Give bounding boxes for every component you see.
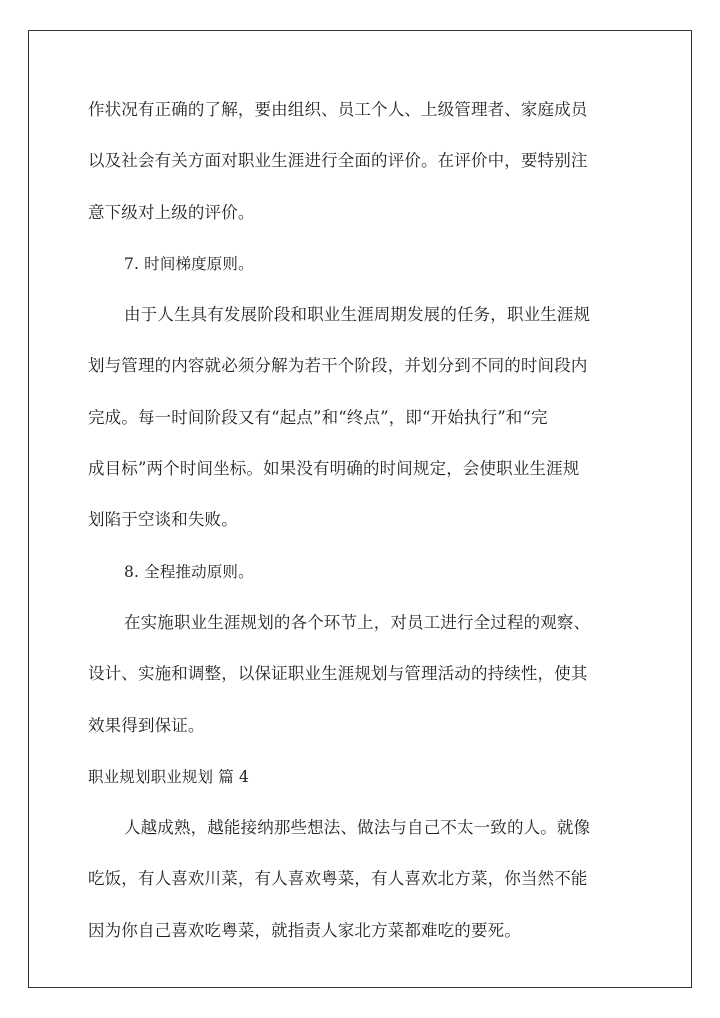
text-line: 在实施职业生涯规划的各个环节上，对员工进行全过程的观察、 [124, 612, 591, 632]
section-title: 职业规划职业规划 篇 4 [88, 767, 250, 786]
paragraph-whole-process [88, 607, 636, 761]
text-line: 由于人生具有发展阶段和职业生涯周期发展的任务，职业生涯规 [124, 305, 591, 325]
text-line: 吃饭，有人喜欢川菜，有人喜欢粤菜，有人喜欢北方菜，你当然不能 [88, 869, 588, 889]
text-line: 人越成熟，越能接纳那些想法、做法与自己不太一致的人。就像 [124, 818, 591, 838]
paragraph-evaluation [88, 94, 636, 248]
heading-time-gradient-principle: 7. 时间梯度原则。 [124, 254, 254, 273]
text-line: 完成。每一时间阶段又有“起点”和“终点”，即“开始执行”和“完 [88, 407, 548, 427]
text-line: 因为你自己喜欢吃粤菜，就指责人家北方菜都难吃的要死。 [88, 920, 521, 940]
text-line: 划陷于空谈和失败。 [88, 510, 238, 530]
paragraph-maturity [88, 812, 636, 966]
text-line: 划与管理的内容就必须分解为若干个阶段，并划分到不同的时间段内 [88, 356, 588, 376]
text-line: 意下级对上级的评价。 [88, 202, 255, 222]
paragraph-time-gradient [88, 299, 636, 555]
document-body [88, 94, 636, 966]
text-line: 成目标”两个时间坐标。如果没有明确的时间规定，会使职业生涯规 [88, 459, 580, 479]
heading-whole-process-principle: 8. 全程推动原则。 [124, 562, 254, 581]
text-line: 作状况有正确的了解，要由组织、员工个人、上级管理者、家庭成员 [88, 100, 588, 119]
text-line: 设计、实施和调整，以保证职业生涯规划与管理活动的持续性，使其 [88, 664, 588, 684]
text-line: 以及社会有关方面对职业生涯进行全面的评价。在评价中，要特别注 [88, 151, 588, 171]
text-line: 效果得到保证。 [88, 715, 205, 735]
